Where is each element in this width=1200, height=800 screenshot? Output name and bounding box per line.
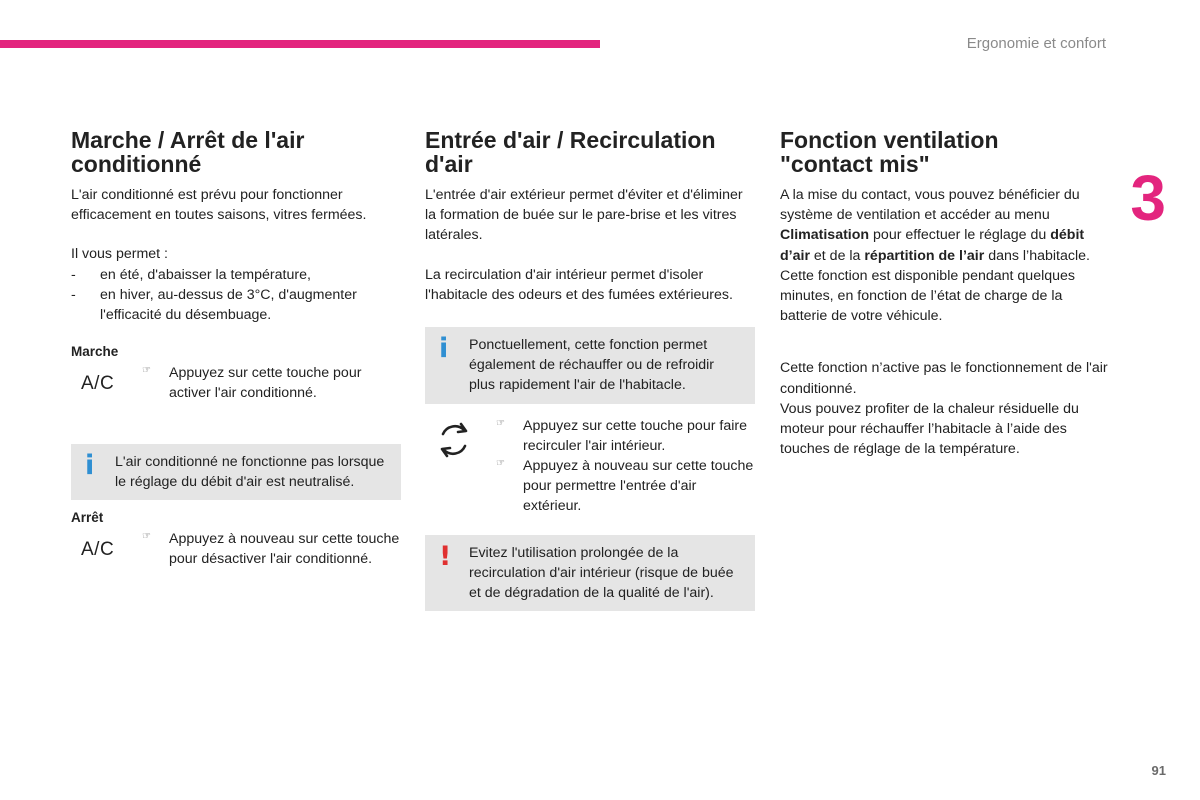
recirculation-section-title: Entrée d'air / Recirculation d'air: [425, 127, 716, 177]
pointing-hand-icon: ☞: [142, 531, 151, 543]
marche-label: Marche: [71, 344, 119, 360]
ac-off-instruction: [71, 529, 401, 569]
column-ac-on-off: [71, 128, 401, 569]
recirculation-para: La recirculation d'air intérieur permet d'isoler l'habitacle des odeurs et des fumées extérieures.: [425, 266, 733, 303]
instruction-list: [496, 416, 755, 517]
ac-benefits-list: [71, 265, 401, 326]
list-item: [142, 529, 401, 569]
header-accent-bar: [0, 40, 600, 48]
list-item: [496, 456, 755, 517]
info-icon: i: [85, 449, 95, 481]
list-item: - en été, d'abaisser la température,: [71, 265, 401, 285]
ac-button-icon: [71, 535, 142, 565]
pointing-hand-icon: ☞: [496, 417, 505, 429]
info-note: [425, 327, 755, 404]
ventilation-para-1: [780, 185, 1110, 266]
list-item: [142, 363, 401, 403]
climatisation-term: Climatisation: [780, 227, 870, 244]
instruction-list: [142, 529, 401, 569]
column-recirculation: [425, 128, 755, 611]
ventilation-section-title: Fonction ventilation "contact mis": [780, 127, 999, 177]
arret-label: Arrêt: [71, 510, 104, 526]
ac-key-label: A/C: [81, 539, 115, 561]
info-note: [71, 444, 401, 500]
instruction-text: Appuyez à nouveau sur cette touche pour permettre l'entrée d'air extérieur.: [523, 458, 754, 515]
instruction-text: Appuyez à nouveau sur cette touche pour désactiver l'air conditionné.: [169, 531, 400, 568]
text-span: A la mise du contact, vous pouvez bénéficier du système de ventilation et accéder au menu: [780, 187, 1080, 224]
ac-permet-label: Il vous permet :: [71, 246, 168, 263]
ventilation-para-3: Cette fonction n’active pas le fonctionnement de l'air conditionné.: [780, 360, 1108, 397]
warning-note-text: Evitez l'utilisation prolongée de la recirculation d'air intérieur (risque de buée et de dégradation de la qualité de l'air).: [469, 544, 734, 602]
ac-on-instruction: [71, 363, 401, 403]
ac-section-title: Marche / Arrêt de l'air conditionné: [71, 127, 305, 177]
pointing-hand-icon: ☞: [496, 458, 505, 470]
debit-air-term: débit d’air: [780, 227, 1085, 264]
info-note-text: Ponctuellement, cette fonction permet également de réchauffer ou de refroidir plus rapidement l'air de l'habitacle.: [469, 337, 715, 394]
column-ventilation: [780, 128, 1110, 459]
list-item: [496, 416, 755, 456]
repartition-air-term: répartition de l’air: [864, 247, 985, 264]
page-number: 91: [1151, 763, 1166, 778]
pointing-hand-icon: ☞: [142, 365, 151, 377]
list-item: - en hiver, au-dessus de 3°C, d'augmenter l'efficacité du désembuage.: [71, 285, 401, 325]
text-span: dans l’habitacle.: [984, 247, 1090, 264]
instruction-list: [142, 363, 401, 403]
instruction-text: Appuyez sur cette touche pour faire recirculer l'air intérieur.: [523, 417, 747, 454]
ventilation-para-2: Cette fonction est disponible pendant quelques minutes, en fonction de l’état de charge de la batterie de votre véhicule.: [780, 267, 1076, 325]
ac-button-icon: [71, 369, 142, 399]
ac-intro-text: L'air conditionné est prévu pour fonctionner efficacement en toutes saisons, vitres fermées.: [71, 187, 367, 224]
ac-key-label: A/C: [81, 373, 115, 395]
info-icon: i: [439, 333, 449, 365]
recirculation-icon: [425, 420, 496, 460]
chapter-number: 3: [1130, 162, 1166, 234]
exclamation-icon: !: [439, 540, 452, 572]
recirculation-intro-text: L'entrée d'air extérieur permet d'éviter et d'éliminer la formation de buée sur le pare-brise et les vitres latérales.: [425, 187, 743, 244]
instruction-text: Appuyez sur cette touche pour activer l'air conditionné.: [169, 365, 362, 402]
warning-note: [425, 535, 755, 612]
recirculation-instruction: [425, 416, 755, 517]
text-span: pour effectuer le réglage du: [869, 227, 1051, 244]
section-label: Ergonomie et confort: [966, 35, 1106, 52]
recirculation-icon-graphic: [435, 420, 473, 460]
ventilation-para-4: Vous pouvez profiter de la chaleur résiduelle du moteur pour réchauffer l’habitacle à l’aide des touches de réglage de la température.: [780, 400, 1079, 458]
text-span: et de la: [809, 247, 865, 264]
info-note-text: L'air conditionné ne fonctionne pas lorsque le réglage du débit d'air est neutralisé.: [115, 453, 385, 490]
